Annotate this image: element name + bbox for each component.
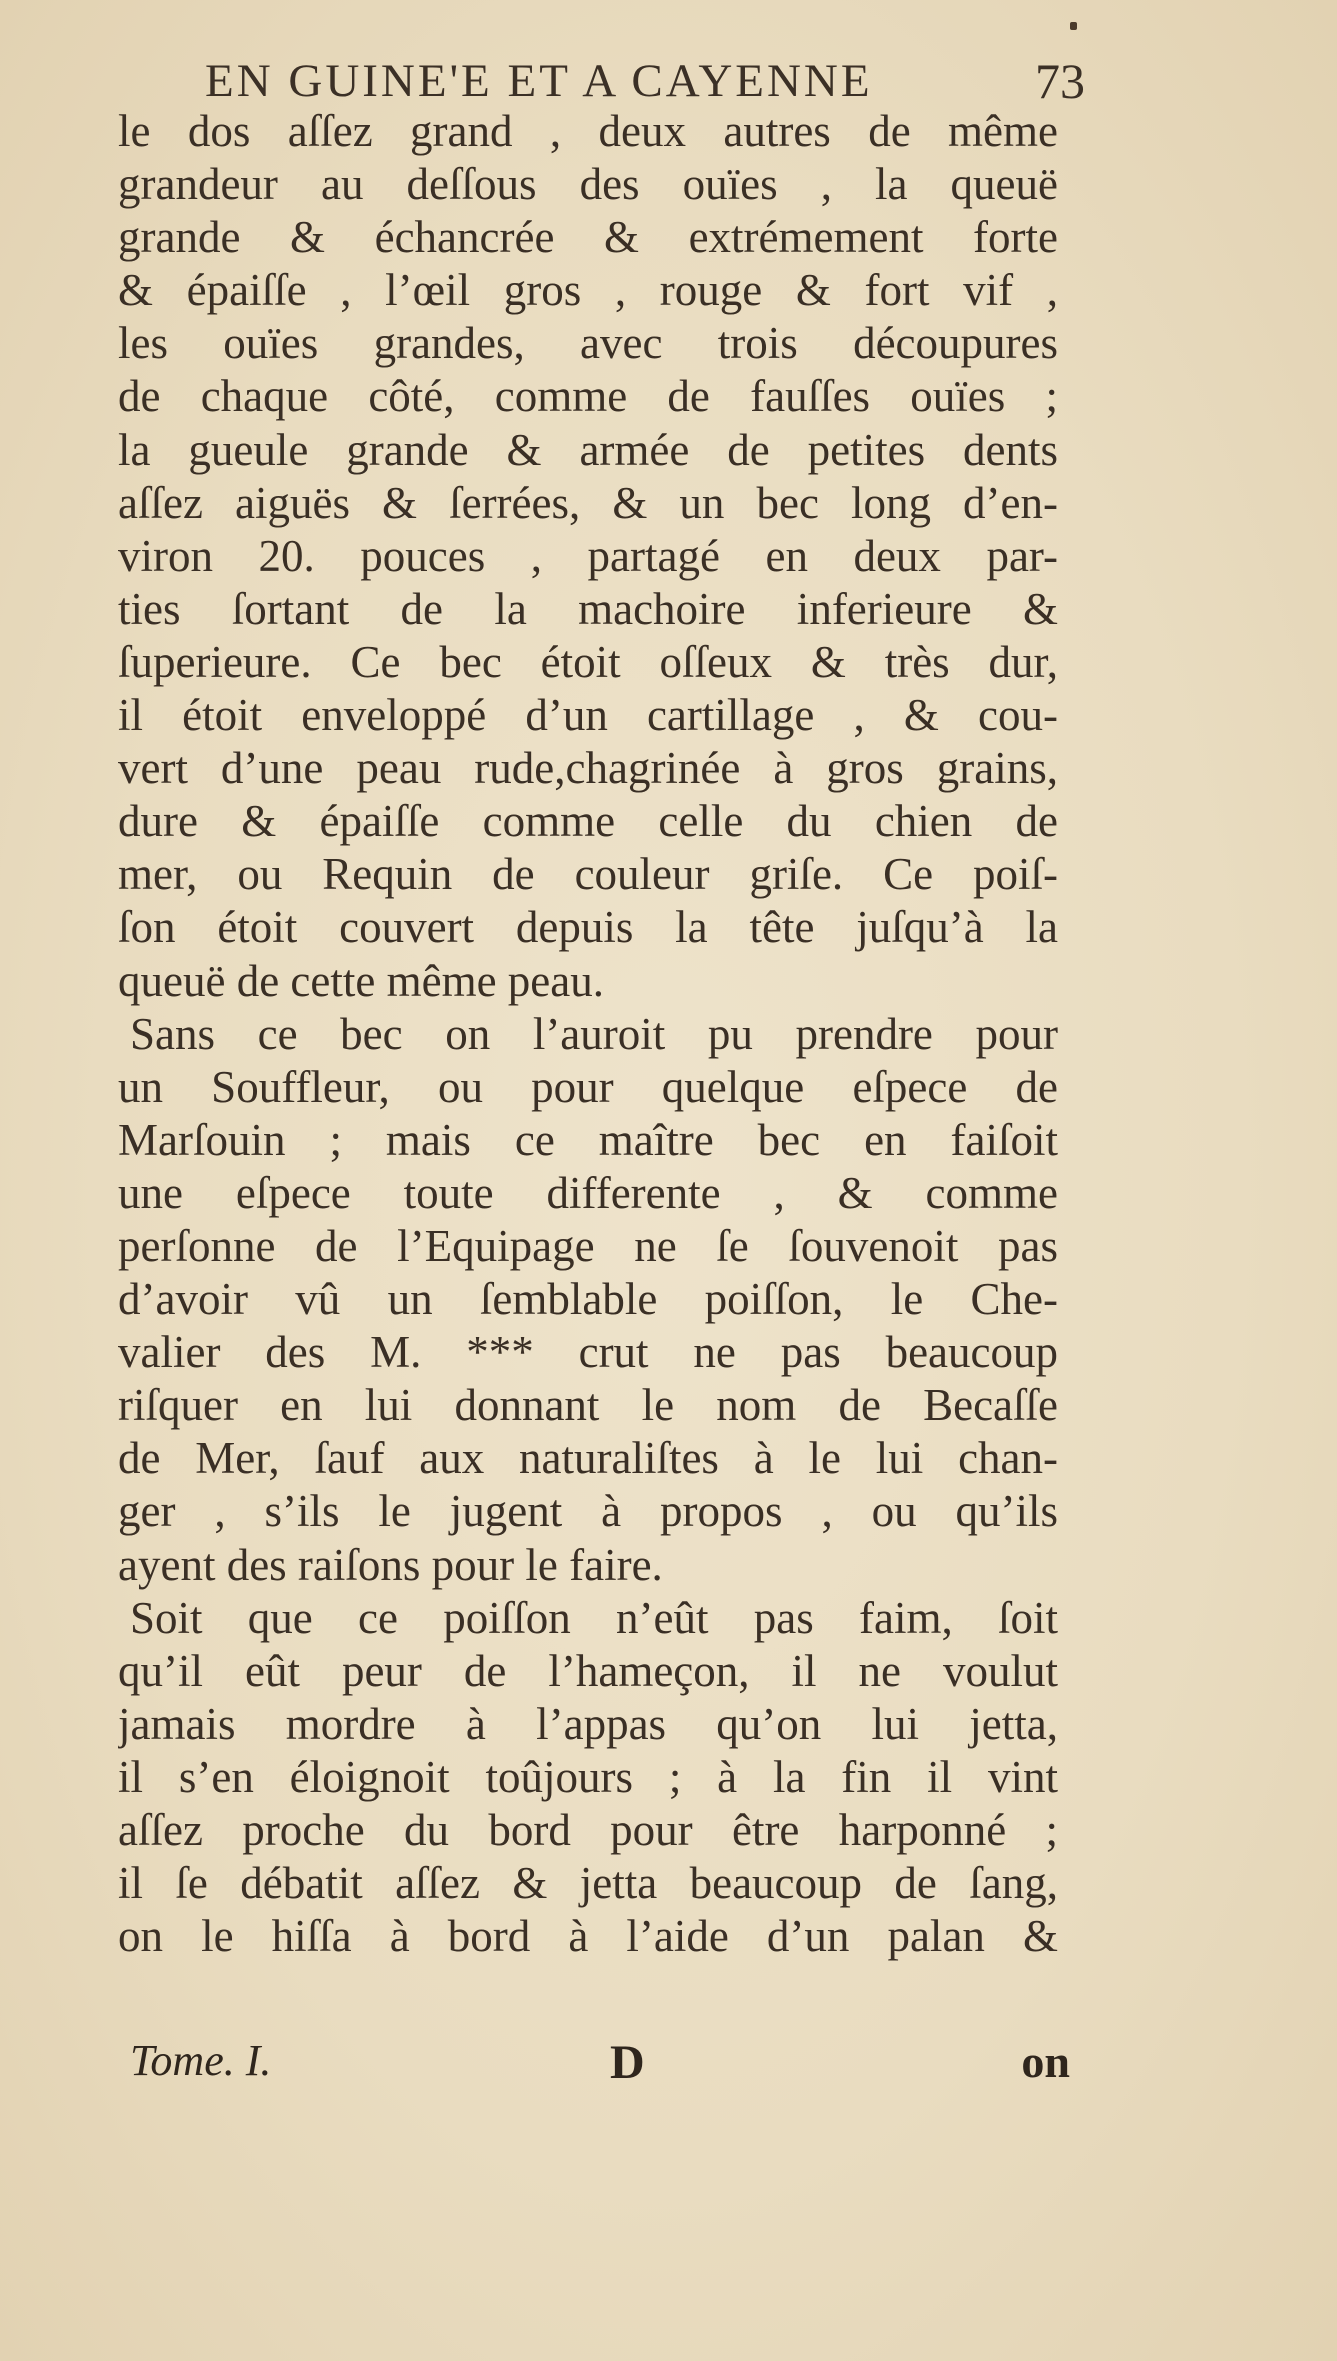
text-line-32: il s’en éloignoit toûjours ; à la fin il vint xyxy=(118,1751,1058,1802)
text-line-1: le dos aſſez grand , deux autres de même xyxy=(118,106,1058,156)
text-line-15: mer, ou Requin de couleur griſe. Ce poiſ- xyxy=(118,849,1058,900)
text-line-9: viron 20. pouces , partagé en deux par- xyxy=(118,530,1058,581)
text-line-23: d’avoir vû un ſemblable poiſſon, le Che- xyxy=(118,1274,1058,1325)
text-line-22: perſonne de l’Equipage ne ſe ſouvenoit pas xyxy=(118,1220,1058,1271)
text-line-12: il étoit enveloppé d’un cartillage , & cou- xyxy=(118,690,1058,741)
text-line-14: dure & épaiſſe comme celle du chien de xyxy=(118,796,1058,847)
text-line-10: ties ſortant de la machoire inferieure & xyxy=(118,583,1058,634)
text-line-8: aſſez aiguës & ſerrées, & un bec long d’en- xyxy=(118,477,1058,528)
text-line-16: ſon étoit couvert depuis la tête juſqu’à la xyxy=(118,902,1058,953)
text-line-29: Soit que ce poiſſon n’eût pas faim, ſoit xyxy=(130,1592,1058,1643)
page-footer xyxy=(130,2035,1070,2095)
text-line-31: jamais mordre à l’appas qu’on lui jetta, xyxy=(118,1698,1058,1749)
text-line-6: de chaque côté, comme de fauſſes ouïes ; xyxy=(118,371,1058,422)
text-line-30: qu’il eût peur de l’hameçon, il ne voulut xyxy=(118,1645,1058,1696)
text-line-35: on le hiſſa à bord à l’aide d’un palan & xyxy=(118,1911,1058,1962)
text-line-5: les ouïes grandes, avec trois découpures xyxy=(118,318,1058,369)
text-line-28: ayent des raiſons pour le faire. xyxy=(118,1539,663,1590)
catchword: on xyxy=(1021,2036,1070,2087)
ink-speck xyxy=(1070,22,1077,30)
page-number: 73 xyxy=(1035,53,1085,109)
text-line-13: vert d’une peau rude,chagrinée à gros grains, xyxy=(118,743,1058,794)
text-line-33: aſſez proche du bord pour être harponné ; xyxy=(118,1805,1058,1855)
text-line-20: Marſouin ; mais ce maître bec en faiſoit xyxy=(118,1114,1058,1165)
volume-signature: Tome. I. xyxy=(130,2036,272,2085)
text-line-19: un Souffleur, ou pour quelque eſpece de xyxy=(118,1061,1058,1112)
text-line-17: queuë de cette même peau. xyxy=(118,955,604,1006)
text-line-18: Sans ce bec on l’auroit pu prendre pour xyxy=(130,1008,1058,1059)
gathering-signature: D xyxy=(610,2036,645,2089)
text-line-7: la gueule grande & armée de petites dents xyxy=(118,424,1058,475)
text-line-4: & épaiſſe , l’œil gros , rouge & fort vif , xyxy=(118,265,1058,316)
text-line-26: de Mer, ſauf aux naturaliſtes à le lui chan- xyxy=(118,1433,1058,1484)
running-head: EN GUINE'E ET A CAYENNE xyxy=(205,55,873,107)
text-line-11: ſuperieure. Ce bec étoit oſſeux & très dur, xyxy=(118,636,1058,687)
text-line-25: riſquer en lui donnant le nom de Becaſſe xyxy=(118,1380,1058,1431)
text-line-24: valier des M. *** crut ne pas beaucoup xyxy=(118,1327,1058,1378)
text-line-3: grande & échancrée & extrémement forte xyxy=(118,212,1058,263)
text-line-34: il ſe débatit aſſez & jetta beaucoup de ſang, xyxy=(118,1858,1058,1909)
text-line-2: grandeur au deſſous des ouïes , la queuë xyxy=(118,159,1058,210)
text-line-27: ger , s’ils le jugent à propos , ou qu’ils xyxy=(118,1486,1058,1537)
body-text xyxy=(118,105,1058,1963)
text-line-21: une eſpece toute differente , & comme xyxy=(118,1167,1058,1218)
